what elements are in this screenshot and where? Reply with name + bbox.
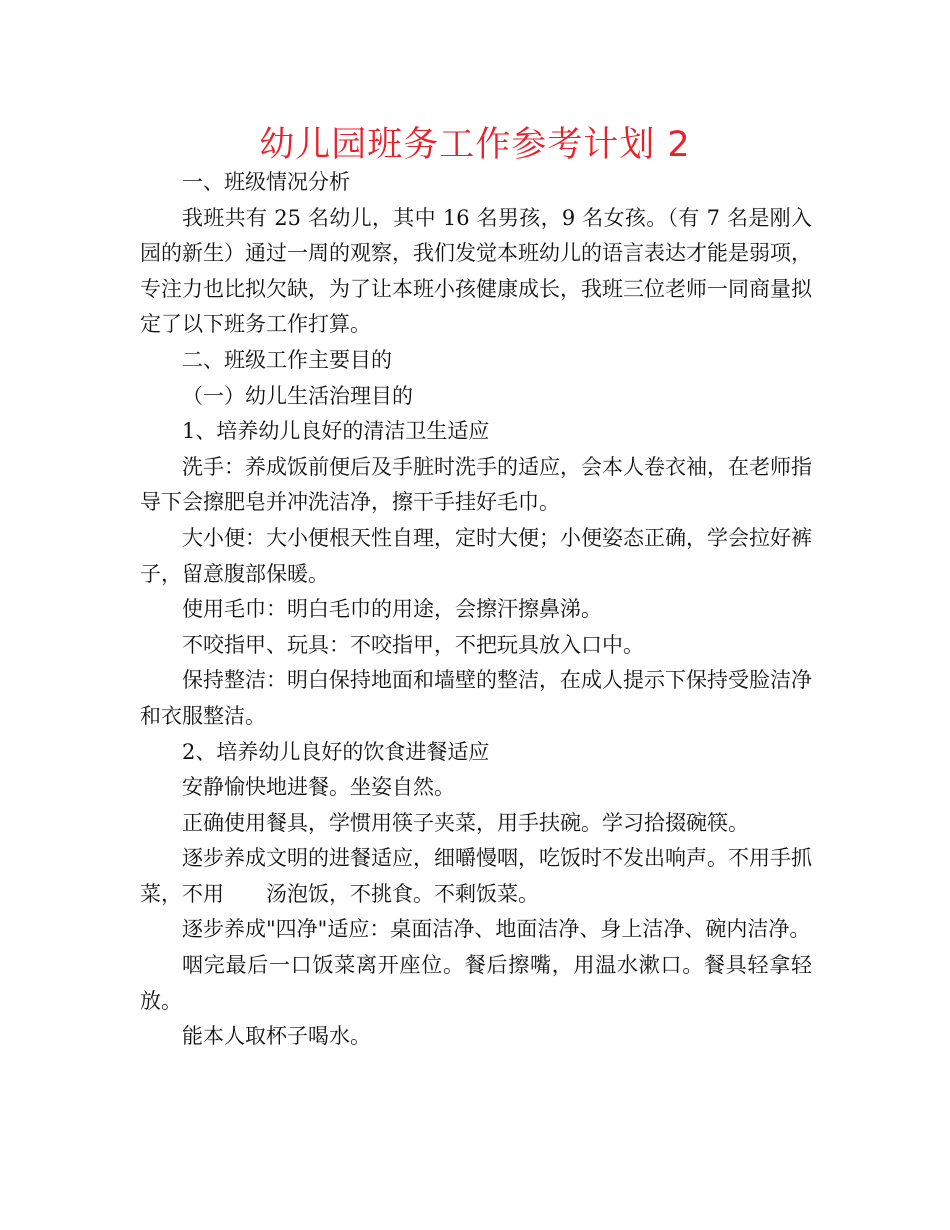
- paragraph: 大小便：大小便根天性自理，定时大便；小便姿态正确，学会拉好裤子，留意腹部保暖。: [140, 525, 812, 586]
- paragraph: 正确使用餐具，学惯用筷子夹菜，用手扶碗。学习拾掇碗筷。: [182, 810, 749, 835]
- document-body: [140, 165, 812, 1055]
- paragraph: 逐步养成文明的进餐适应，细嚼慢咽，吃饭时不发出响声。不用手抓菜，不用 汤泡饭，不挑食。不剩饭菜。: [140, 846, 812, 906]
- paragraph: 能本人取杯子喝水。: [182, 1024, 371, 1049]
- paragraph: 使用毛巾：明白毛巾的用途，会擦汗擦鼻涕。: [182, 597, 602, 622]
- section-heading: 一、班级情况分析: [182, 170, 350, 194]
- paragraph: 保持整洁：明白保持地面和墙壁的整洁，在成人提示下保持受脸洁净和衣服整洁。: [140, 668, 812, 728]
- section-heading: 二、班级工作主要目的: [182, 347, 392, 372]
- paragraph: 不咬指甲、玩具：不咬指甲，不把玩具放入口中。: [182, 632, 644, 657]
- subsection-heading: （一）幼儿生活治理目的: [182, 383, 413, 408]
- paragraph: 我班共有 25 名幼儿，其中 16 名男孩，9 名女孩。（有 7 名是刚入园的新生）通过一周的观察，我们发觉本班幼儿的语言表达才能是弱项，专注力也比拟欠缺，为了让本班小孩健康成长，我班三位老师一同商量拟定了以下班务工作打算。: [140, 205, 812, 337]
- paragraph: 安静愉快地进餐。坐姿自然。: [182, 775, 455, 800]
- paragraph: 洗手：养成饭前便后及手脏时洗手的适应，会本人卷衣袖，在老师指导下会擦肥皂并冲洗洁净，擦干手挂好毛巾。: [140, 454, 812, 515]
- item-heading: 2、培养幼儿良好的饮食进餐适应: [182, 739, 490, 764]
- item-heading: 1、培养幼儿良好的清洁卫生适应: [182, 419, 490, 444]
- paragraph: 咽完最后一口饭菜离开座位。餐后擦嘴，用温水漱口。餐具轻拿轻放。: [140, 953, 812, 1013]
- paragraph: 逐步养成"四净"适应：桌面洁净、地面洁净、身上洁净、碗内洁净。: [182, 917, 811, 942]
- document-title: 幼儿园班务工作参考计划 2: [259, 125, 691, 165]
